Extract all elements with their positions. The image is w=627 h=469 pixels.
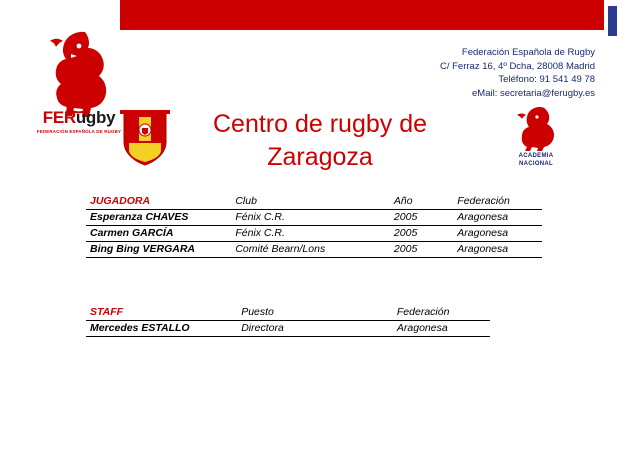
players-header-federation: Federación xyxy=(457,194,542,210)
player-year: 2005 xyxy=(394,210,457,226)
player-club: Fénix C.R. xyxy=(235,210,394,226)
ferugby-name-part2: ugby xyxy=(75,108,116,127)
staff-name: Mercedes ESTALLO xyxy=(86,321,241,337)
table-row xyxy=(86,226,542,242)
page-title-line2: Zaragoza xyxy=(267,143,373,171)
player-federation: Aragonesa xyxy=(457,226,542,242)
address-line-3: Teléfono: 91 541 49 78 xyxy=(498,74,595,85)
player-federation: Aragonesa xyxy=(457,242,542,258)
players-header-year: Año xyxy=(394,194,457,210)
players-table xyxy=(86,194,542,258)
table-row xyxy=(86,210,542,226)
players-header-jugadora: JUGADORA xyxy=(86,194,235,210)
address-line-4: eMail: secretaria@ferugby.es xyxy=(472,87,595,99)
header-red-banner xyxy=(120,0,604,30)
address-line-1: Federación Española de Rugby xyxy=(461,47,595,58)
ferugby-subtitle: FEDERACIÓN ESPAÑOLA DE RUGBY xyxy=(36,129,122,134)
staff-header-puesto: Puesto xyxy=(241,305,397,321)
page-title-line1: Centro de rugby de xyxy=(212,110,428,138)
header-blue-accent xyxy=(608,6,617,36)
academia-line1: ACADEMIA xyxy=(518,153,554,159)
staff-post: Directora xyxy=(241,321,397,337)
academia-line2: NACIONAL xyxy=(518,161,554,167)
staff-table-header-row xyxy=(86,305,490,321)
player-club: Comité Bearn/Lons xyxy=(235,242,394,258)
table-row xyxy=(86,242,542,258)
player-name: Esperanza CHAVES xyxy=(86,210,235,226)
address-line-2: C/ Ferraz 16, 4º Dcha, 28008 Madrid xyxy=(439,60,595,72)
staff-header-federation: Federación xyxy=(397,305,490,321)
players-header-club: Club xyxy=(235,194,394,210)
player-name: Carmen GARCÍA xyxy=(86,226,235,242)
academia-lion-icon xyxy=(506,104,566,152)
page-title xyxy=(150,108,490,174)
player-year: 2005 xyxy=(394,242,457,258)
staff-federation: Aragonesa xyxy=(397,321,490,337)
ferugby-name-part1: FER xyxy=(42,108,76,127)
table-row xyxy=(86,321,490,337)
staff-table xyxy=(86,305,490,337)
player-club: Fénix C.R. xyxy=(235,226,394,242)
staff-header-staff: STAFF xyxy=(86,305,241,321)
player-federation: Aragonesa xyxy=(457,210,542,226)
players-table-header-row xyxy=(86,194,542,210)
federation-address-block xyxy=(440,46,595,100)
academia-nacional-logo xyxy=(494,104,578,170)
player-name: Bing Bing VERGARA xyxy=(86,242,235,258)
player-year: 2005 xyxy=(394,226,457,242)
